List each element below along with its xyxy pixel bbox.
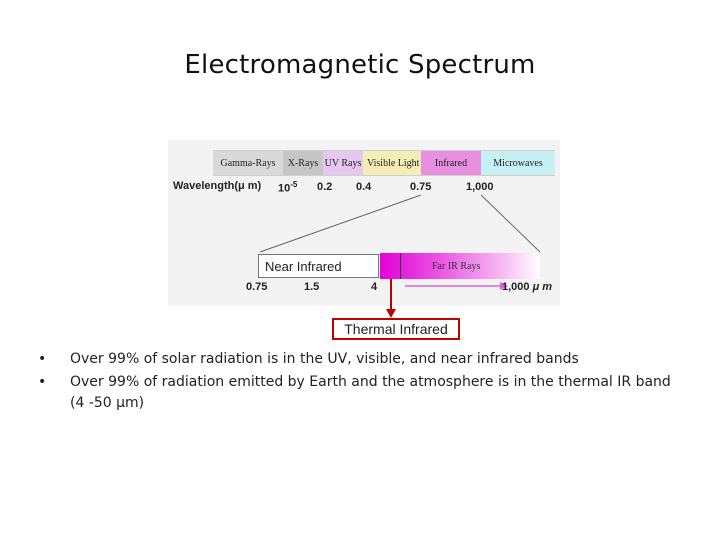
bullet-item xyxy=(38,349,678,370)
wavelength-tick-1000: 1,000 xyxy=(466,181,494,193)
near-infrared-label: Near Infrared xyxy=(258,254,379,278)
bullet-marker: • xyxy=(38,374,47,390)
wavelength-tick-0-75: 0.75 xyxy=(410,181,432,193)
ir-tick-4: 4 xyxy=(371,281,378,293)
slide-title: Electromagnetic Spectrum xyxy=(184,50,536,80)
detail-divider xyxy=(400,253,401,279)
bullet-list xyxy=(38,347,678,416)
wavelength-tick-0-4: 0.4 xyxy=(356,181,372,193)
thermal-ir-pointer-head xyxy=(386,309,396,318)
wavelength-tick-base: 10 xyxy=(278,182,291,195)
wavelength-axis-label: Wavelength(μ m) xyxy=(173,180,262,192)
ir-tick-1-5: 1.5 xyxy=(304,281,320,293)
ir-tick-1000-value: 1,000 xyxy=(502,281,530,293)
wavelength-tick-0-2: 0.2 xyxy=(317,181,333,193)
band-microwaves: Microwaves xyxy=(481,150,555,176)
far-ir-rays-label: Far IR Rays xyxy=(432,260,481,272)
band-uv-rays: UV Rays xyxy=(323,150,363,176)
bullet-text: Over 99% of solar radiation is in the UV, visible, and near infrared bands xyxy=(70,351,579,367)
zoom-line-right xyxy=(481,195,540,252)
ir-tick-1000 xyxy=(502,281,552,293)
bullet-text: Over 99% of radiation emitted by Earth and the atmosphere is in the thermal IR band (4 -50 µm) xyxy=(70,374,671,411)
band-visible-light: Visible Light xyxy=(363,150,421,176)
thermal-infrared-label: Thermal Infrared xyxy=(332,318,460,340)
zoom-line-left xyxy=(260,195,421,252)
band-gamma-rays: Gamma-Rays xyxy=(213,150,283,176)
bullet-item xyxy=(38,372,678,414)
bullet-marker: • xyxy=(38,351,47,367)
band-x-rays: X-Rays xyxy=(283,150,323,176)
ir-tick-0-75: 0.75 xyxy=(246,281,268,293)
wavelength-tick-exponent: -5 xyxy=(290,180,298,189)
far-ir-rays-bar xyxy=(380,253,540,279)
band-infrared: Infrared xyxy=(421,150,481,176)
ir-tick-1000-unit: μ m xyxy=(532,281,553,293)
